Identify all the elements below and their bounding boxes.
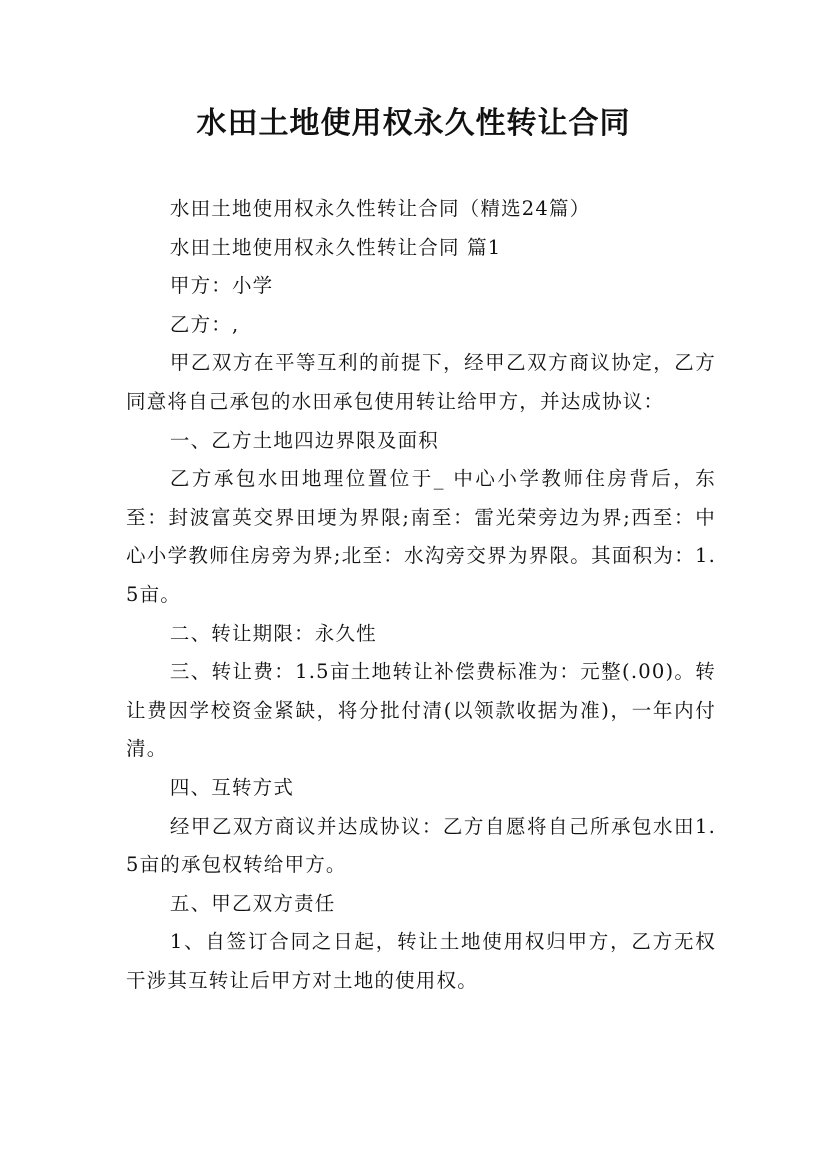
- clause-3-body: 三、转让费：1.5亩土地转让补偿费标准为：元整(.00)。转让费因学校资金紧缺，将分批付清(以领款收据为准)，一年内付清。: [126, 660, 716, 761]
- clause-1-body: 乙方承包水田地理位置位于_ 中心小学教师住房背后，东至：封波富英交界田埂为界限;南至：雷光荣旁边为界;西至：中心小学教师住房旁为界;北至：水沟旁交界为界限。其面积为：1.5亩。: [126, 467, 716, 606]
- clause-4-heading: 四、互转方式: [169, 775, 295, 799]
- clause-5-heading: 五、甲乙双方责任: [169, 891, 336, 915]
- party-a-line: 甲方：小学: [169, 274, 274, 298]
- clause-2-heading: 二、转让期限：永久性: [169, 621, 377, 645]
- clause-5-item-1: 1、自签订合同之日起，转让土地使用权归甲方，乙方无权干涉其互转让后甲方对土地的使用权。: [126, 930, 716, 992]
- clause-4-body: 经甲乙双方商议并达成协议：乙方自愿将自己所承包水田1.5亩的承包权转给甲方。: [126, 814, 716, 877]
- document-body: [126, 190, 716, 1000]
- preamble-paragraph: 甲乙双方在平等互利的前提下，经甲乙双方商议协定，乙方同意将自己承包的水田承包使用转让给甲方，并达成协议：: [126, 351, 716, 413]
- section-heading-part-1: 水田土地使用权永久性转让合同 篇1: [169, 235, 502, 259]
- party-b-line: 乙方：,: [169, 312, 240, 336]
- document-title: 水田土地使用权永久性转让合同: [196, 106, 631, 141]
- clause-1-heading: 一、乙方土地四边界限及面积: [169, 428, 439, 452]
- subtitle-line: 水田土地使用权永久性转让合同（精选24篇）: [169, 197, 591, 220]
